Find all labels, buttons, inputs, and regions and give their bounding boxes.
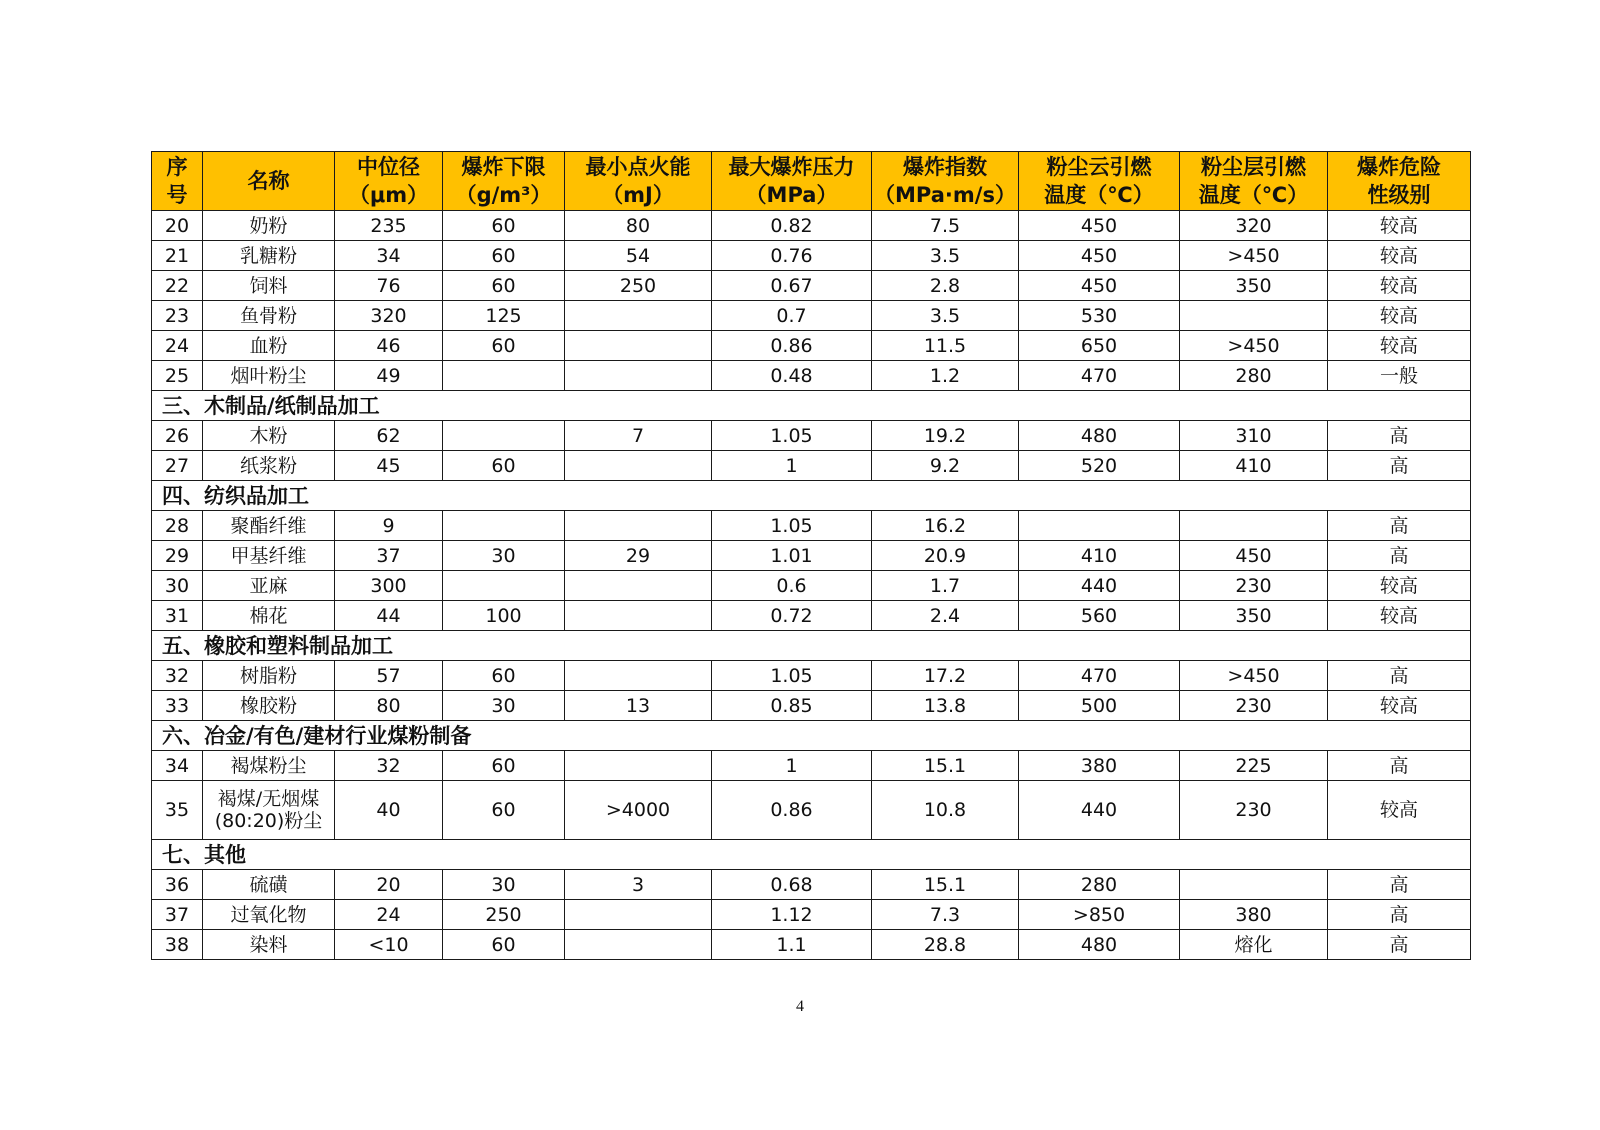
header-row bbox=[152, 152, 1471, 211]
cell-lower-explosion-limit bbox=[443, 361, 565, 391]
cell-hazard-level: 高 bbox=[1328, 930, 1471, 960]
cell-hazard-level: 高 bbox=[1328, 661, 1471, 691]
cell-min-ignition-energy: 29 bbox=[565, 541, 712, 571]
table-row bbox=[152, 930, 1471, 960]
column-header-line: 粉尘云引燃 bbox=[1046, 155, 1152, 179]
cell-hazard-level: 一般 bbox=[1328, 361, 1471, 391]
cell-dust-cloud-ignition-temp: >850 bbox=[1019, 900, 1180, 930]
cell-serial-number: 33 bbox=[152, 691, 203, 721]
cell-serial-number: 28 bbox=[152, 511, 203, 541]
cell-explosion-index: 11.5 bbox=[872, 331, 1019, 361]
table-body bbox=[152, 211, 1471, 960]
table-row bbox=[152, 421, 1471, 451]
column-header-explosion-index bbox=[872, 152, 1019, 211]
section-row bbox=[152, 631, 1471, 661]
cell-explosion-index: 10.8 bbox=[872, 781, 1019, 840]
column-header-dust-layer-ignition-temp bbox=[1180, 152, 1328, 211]
cell-max-explosion-pressure: 0.85 bbox=[712, 691, 872, 721]
cell-min-ignition-energy bbox=[565, 511, 712, 541]
cell-name: 褐煤/无烟煤(80:20)粉尘 bbox=[203, 781, 335, 840]
cell-max-explosion-pressure: 1 bbox=[712, 751, 872, 781]
cell-hazard-level: 高 bbox=[1328, 451, 1471, 481]
table-row bbox=[152, 900, 1471, 930]
cell-min-ignition-energy bbox=[565, 331, 712, 361]
cell-median-diameter: 62 bbox=[335, 421, 443, 451]
cell-dust-layer-ignition-temp bbox=[1180, 870, 1328, 900]
cell-dust-layer-ignition-temp: 410 bbox=[1180, 451, 1328, 481]
cell-lower-explosion-limit: 30 bbox=[443, 691, 565, 721]
cell-min-ignition-energy: 80 bbox=[565, 211, 712, 241]
cell-name: 纸浆粉 bbox=[203, 451, 335, 481]
cell-median-diameter: 46 bbox=[335, 331, 443, 361]
cell-dust-layer-ignition-temp: >450 bbox=[1180, 331, 1328, 361]
cell-max-explosion-pressure: 1.1 bbox=[712, 930, 872, 960]
cell-hazard-level: 较高 bbox=[1328, 601, 1471, 631]
cell-serial-number: 24 bbox=[152, 331, 203, 361]
cell-max-explosion-pressure: 0.7 bbox=[712, 301, 872, 331]
cell-dust-layer-ignition-temp: 350 bbox=[1180, 601, 1328, 631]
cell-median-diameter: 76 bbox=[335, 271, 443, 301]
cell-median-diameter: 80 bbox=[335, 691, 443, 721]
column-header-line: 中位径 bbox=[357, 155, 420, 179]
cell-min-ignition-energy bbox=[565, 301, 712, 331]
cell-explosion-index: 9.2 bbox=[872, 451, 1019, 481]
cell-hazard-level: 高 bbox=[1328, 900, 1471, 930]
cell-hazard-level: 高 bbox=[1328, 511, 1471, 541]
cell-hazard-level: 较高 bbox=[1328, 301, 1471, 331]
column-header-line: （MPa） bbox=[745, 183, 838, 207]
column-header-line: （μm） bbox=[348, 183, 429, 207]
table-header bbox=[152, 152, 1471, 211]
column-header-line: 最大爆炸压力 bbox=[728, 155, 855, 179]
cell-min-ignition-energy: 54 bbox=[565, 241, 712, 271]
cell-median-diameter: 300 bbox=[335, 571, 443, 601]
cell-dust-cloud-ignition-temp: 450 bbox=[1019, 211, 1180, 241]
cell-serial-number: 34 bbox=[152, 751, 203, 781]
cell-explosion-index: 1.7 bbox=[872, 571, 1019, 601]
table-row bbox=[152, 211, 1471, 241]
cell-explosion-index: 7.3 bbox=[872, 900, 1019, 930]
cell-explosion-index: 3.5 bbox=[872, 301, 1019, 331]
cell-name: 木粉 bbox=[203, 421, 335, 451]
cell-max-explosion-pressure: 0.76 bbox=[712, 241, 872, 271]
cell-min-ignition-energy: 250 bbox=[565, 271, 712, 301]
cell-lower-explosion-limit bbox=[443, 571, 565, 601]
cell-hazard-level: 较高 bbox=[1328, 271, 1471, 301]
column-header-line: （g/m³） bbox=[455, 183, 552, 207]
table-row bbox=[152, 691, 1471, 721]
cell-dust-cloud-ignition-temp: 440 bbox=[1019, 571, 1180, 601]
cell-min-ignition-energy bbox=[565, 451, 712, 481]
cell-median-diameter: 34 bbox=[335, 241, 443, 271]
cell-lower-explosion-limit: 60 bbox=[443, 241, 565, 271]
section-row bbox=[152, 840, 1471, 870]
section-heading: 三、木制品/纸制品加工 bbox=[152, 391, 1471, 421]
cell-name: 树脂粉 bbox=[203, 661, 335, 691]
section-heading: 六、冶金/有色/建材行业煤粉制备 bbox=[152, 721, 1471, 751]
cell-serial-number: 37 bbox=[152, 900, 203, 930]
column-header-line: 性级别 bbox=[1367, 183, 1431, 207]
cell-lower-explosion-limit bbox=[443, 421, 565, 451]
cell-lower-explosion-limit bbox=[443, 511, 565, 541]
cell-dust-cloud-ignition-temp: 650 bbox=[1019, 331, 1180, 361]
cell-explosion-index: 28.8 bbox=[872, 930, 1019, 960]
cell-median-diameter: 235 bbox=[335, 211, 443, 241]
cell-hazard-level: 较高 bbox=[1328, 331, 1471, 361]
cell-max-explosion-pressure: 1.12 bbox=[712, 900, 872, 930]
cell-dust-layer-ignition-temp: 310 bbox=[1180, 421, 1328, 451]
cell-dust-cloud-ignition-temp: 440 bbox=[1019, 781, 1180, 840]
cell-lower-explosion-limit: 60 bbox=[443, 781, 565, 840]
cell-dust-layer-ignition-temp: >450 bbox=[1180, 661, 1328, 691]
cell-name: 血粉 bbox=[203, 331, 335, 361]
cell-dust-cloud-ignition-temp: 470 bbox=[1019, 361, 1180, 391]
cell-serial-number: 31 bbox=[152, 601, 203, 631]
table-row bbox=[152, 781, 1471, 840]
cell-dust-layer-ignition-temp: 280 bbox=[1180, 361, 1328, 391]
cell-name: 乳糖粉 bbox=[203, 241, 335, 271]
table-row bbox=[152, 271, 1471, 301]
section-heading: 五、橡胶和塑料制品加工 bbox=[152, 631, 1471, 661]
table-row bbox=[152, 601, 1471, 631]
cell-name: 奶粉 bbox=[203, 211, 335, 241]
cell-min-ignition-energy bbox=[565, 361, 712, 391]
cell-min-ignition-energy: 3 bbox=[565, 870, 712, 900]
cell-explosion-index: 16.2 bbox=[872, 511, 1019, 541]
cell-max-explosion-pressure: 0.86 bbox=[712, 781, 872, 840]
cell-name: 过氧化物 bbox=[203, 900, 335, 930]
cell-dust-layer-ignition-temp: 230 bbox=[1180, 781, 1328, 840]
cell-lower-explosion-limit: 60 bbox=[443, 751, 565, 781]
cell-max-explosion-pressure: 0.86 bbox=[712, 331, 872, 361]
cell-serial-number: 35 bbox=[152, 781, 203, 840]
cell-dust-layer-ignition-temp: 熔化 bbox=[1180, 930, 1328, 960]
cell-name: 聚酯纤维 bbox=[203, 511, 335, 541]
cell-name: 橡胶粉 bbox=[203, 691, 335, 721]
cell-name: 甲基纤维 bbox=[203, 541, 335, 571]
cell-dust-cloud-ignition-temp: 470 bbox=[1019, 661, 1180, 691]
cell-max-explosion-pressure: 1.05 bbox=[712, 661, 872, 691]
column-header-max-explosion-pressure bbox=[712, 152, 872, 211]
cell-min-ignition-energy bbox=[565, 661, 712, 691]
cell-min-ignition-energy: >4000 bbox=[565, 781, 712, 840]
cell-lower-explosion-limit: 60 bbox=[443, 451, 565, 481]
cell-lower-explosion-limit: 60 bbox=[443, 331, 565, 361]
column-header-name bbox=[203, 152, 335, 211]
cell-max-explosion-pressure: 1.05 bbox=[712, 421, 872, 451]
column-header-line: 最小点火能 bbox=[585, 155, 691, 179]
cell-serial-number: 25 bbox=[152, 361, 203, 391]
table-row bbox=[152, 870, 1471, 900]
section-heading: 七、其他 bbox=[152, 840, 1471, 870]
cell-serial-number: 32 bbox=[152, 661, 203, 691]
cell-name: 烟叶粉尘 bbox=[203, 361, 335, 391]
cell-dust-cloud-ignition-temp: 450 bbox=[1019, 271, 1180, 301]
cell-dust-cloud-ignition-temp: 280 bbox=[1019, 870, 1180, 900]
table-row bbox=[152, 451, 1471, 481]
cell-lower-explosion-limit: 60 bbox=[443, 661, 565, 691]
cell-dust-layer-ignition-temp: >450 bbox=[1180, 241, 1328, 271]
cell-serial-number: 27 bbox=[152, 451, 203, 481]
table-row bbox=[152, 541, 1471, 571]
cell-min-ignition-energy bbox=[565, 900, 712, 930]
cell-hazard-level: 较高 bbox=[1328, 781, 1471, 840]
cell-max-explosion-pressure: 0.82 bbox=[712, 211, 872, 241]
cell-median-diameter: 45 bbox=[335, 451, 443, 481]
cell-explosion-index: 20.9 bbox=[872, 541, 1019, 571]
cell-lower-explosion-limit: 60 bbox=[443, 271, 565, 301]
column-header-line: 温度（℃） bbox=[1044, 183, 1154, 207]
cell-max-explosion-pressure: 1.01 bbox=[712, 541, 872, 571]
cell-median-diameter: 9 bbox=[335, 511, 443, 541]
column-header-line: 名称 bbox=[247, 169, 290, 193]
cell-name: 染料 bbox=[203, 930, 335, 960]
cell-serial-number: 23 bbox=[152, 301, 203, 331]
column-header-lower-explosion-limit bbox=[443, 152, 565, 211]
cell-dust-layer-ignition-temp: 320 bbox=[1180, 211, 1328, 241]
column-header-line: （MPa·m/s） bbox=[874, 183, 1016, 207]
section-heading: 四、纺织品加工 bbox=[152, 481, 1471, 511]
table-row bbox=[152, 331, 1471, 361]
cell-dust-layer-ignition-temp bbox=[1180, 511, 1328, 541]
table-row bbox=[152, 241, 1471, 271]
column-header-line: 爆炸指数 bbox=[903, 155, 987, 179]
table-row bbox=[152, 661, 1471, 691]
table-row bbox=[152, 301, 1471, 331]
cell-max-explosion-pressure: 0.6 bbox=[712, 571, 872, 601]
cell-dust-layer-ignition-temp: 225 bbox=[1180, 751, 1328, 781]
column-header-line: 粉尘层引燃 bbox=[1201, 155, 1306, 179]
cell-hazard-level: 较高 bbox=[1328, 691, 1471, 721]
cell-explosion-index: 13.8 bbox=[872, 691, 1019, 721]
cell-min-ignition-energy: 13 bbox=[565, 691, 712, 721]
cell-serial-number: 26 bbox=[152, 421, 203, 451]
cell-median-diameter: <10 bbox=[335, 930, 443, 960]
cell-max-explosion-pressure: 0.68 bbox=[712, 870, 872, 900]
column-header-serial-number bbox=[152, 152, 203, 211]
cell-dust-cloud-ignition-temp: 410 bbox=[1019, 541, 1180, 571]
cell-max-explosion-pressure: 0.72 bbox=[712, 601, 872, 631]
cell-explosion-index: 7.5 bbox=[872, 211, 1019, 241]
section-row bbox=[152, 721, 1471, 751]
cell-explosion-index: 3.5 bbox=[872, 241, 1019, 271]
cell-lower-explosion-limit: 30 bbox=[443, 541, 565, 571]
cell-explosion-index: 15.1 bbox=[872, 751, 1019, 781]
cell-max-explosion-pressure: 1.05 bbox=[712, 511, 872, 541]
cell-dust-cloud-ignition-temp bbox=[1019, 511, 1180, 541]
cell-median-diameter: 57 bbox=[335, 661, 443, 691]
cell-min-ignition-energy: 7 bbox=[565, 421, 712, 451]
cell-median-diameter: 20 bbox=[335, 870, 443, 900]
cell-name: 棉花 bbox=[203, 601, 335, 631]
cell-max-explosion-pressure: 0.48 bbox=[712, 361, 872, 391]
cell-dust-layer-ignition-temp: 230 bbox=[1180, 691, 1328, 721]
cell-min-ignition-energy bbox=[565, 930, 712, 960]
cell-dust-cloud-ignition-temp: 380 bbox=[1019, 751, 1180, 781]
cell-hazard-level: 较高 bbox=[1328, 571, 1471, 601]
cell-median-diameter: 49 bbox=[335, 361, 443, 391]
column-header-min-ignition-energy bbox=[565, 152, 712, 211]
cell-median-diameter: 320 bbox=[335, 301, 443, 331]
column-header-line: 序 bbox=[166, 155, 188, 179]
cell-dust-layer-ignition-temp: 350 bbox=[1180, 271, 1328, 301]
cell-median-diameter: 44 bbox=[335, 601, 443, 631]
column-header-line: 号 bbox=[166, 183, 188, 207]
cell-dust-layer-ignition-temp: 450 bbox=[1180, 541, 1328, 571]
cell-serial-number: 30 bbox=[152, 571, 203, 601]
cell-min-ignition-energy bbox=[565, 601, 712, 631]
cell-name: 亚麻 bbox=[203, 571, 335, 601]
cell-min-ignition-energy bbox=[565, 571, 712, 601]
table-row bbox=[152, 361, 1471, 391]
column-header-hazard-level bbox=[1328, 152, 1471, 211]
cell-serial-number: 29 bbox=[152, 541, 203, 571]
cell-dust-layer-ignition-temp bbox=[1180, 301, 1328, 331]
column-header-line: 爆炸危险 bbox=[1357, 155, 1441, 179]
cell-dust-cloud-ignition-temp: 480 bbox=[1019, 930, 1180, 960]
cell-serial-number: 20 bbox=[152, 211, 203, 241]
cell-lower-explosion-limit: 30 bbox=[443, 870, 565, 900]
cell-hazard-level: 高 bbox=[1328, 751, 1471, 781]
cell-lower-explosion-limit: 250 bbox=[443, 900, 565, 930]
cell-dust-cloud-ignition-temp: 560 bbox=[1019, 601, 1180, 631]
cell-dust-cloud-ignition-temp: 500 bbox=[1019, 691, 1180, 721]
cell-hazard-level: 高 bbox=[1328, 421, 1471, 451]
cell-serial-number: 38 bbox=[152, 930, 203, 960]
cell-lower-explosion-limit: 125 bbox=[443, 301, 565, 331]
cell-dust-layer-ignition-temp: 380 bbox=[1180, 900, 1328, 930]
cell-lower-explosion-limit: 60 bbox=[443, 211, 565, 241]
page-number: 4 bbox=[796, 998, 804, 1015]
cell-explosion-index: 17.2 bbox=[872, 661, 1019, 691]
cell-hazard-level: 较高 bbox=[1328, 241, 1471, 271]
cell-explosion-index: 2.4 bbox=[872, 601, 1019, 631]
cell-serial-number: 21 bbox=[152, 241, 203, 271]
cell-max-explosion-pressure: 0.67 bbox=[712, 271, 872, 301]
cell-hazard-level: 高 bbox=[1328, 541, 1471, 571]
cell-median-diameter: 24 bbox=[335, 900, 443, 930]
cell-lower-explosion-limit: 60 bbox=[443, 930, 565, 960]
cell-hazard-level: 较高 bbox=[1328, 211, 1471, 241]
cell-min-ignition-energy bbox=[565, 751, 712, 781]
column-header-line: 温度（℃） bbox=[1198, 183, 1309, 207]
cell-dust-layer-ignition-temp: 230 bbox=[1180, 571, 1328, 601]
section-row bbox=[152, 481, 1471, 511]
cell-name: 饲料 bbox=[203, 271, 335, 301]
cell-median-diameter: 40 bbox=[335, 781, 443, 840]
cell-dust-cloud-ignition-temp: 450 bbox=[1019, 241, 1180, 271]
cell-median-diameter: 37 bbox=[335, 541, 443, 571]
table-row bbox=[152, 511, 1471, 541]
cell-serial-number: 36 bbox=[152, 870, 203, 900]
cell-name: 褐煤粉尘 bbox=[203, 751, 335, 781]
cell-max-explosion-pressure: 1 bbox=[712, 451, 872, 481]
table-row bbox=[152, 571, 1471, 601]
cell-median-diameter: 32 bbox=[335, 751, 443, 781]
cell-serial-number: 22 bbox=[152, 271, 203, 301]
cell-dust-cloud-ignition-temp: 530 bbox=[1019, 301, 1180, 331]
cell-dust-cloud-ignition-temp: 480 bbox=[1019, 421, 1180, 451]
cell-name: 硫磺 bbox=[203, 870, 335, 900]
column-header-median-diameter bbox=[335, 152, 443, 211]
dust-explosion-table bbox=[151, 151, 1471, 960]
section-row bbox=[152, 391, 1471, 421]
column-header-line: 爆炸下限 bbox=[461, 155, 546, 179]
cell-explosion-index: 2.8 bbox=[872, 271, 1019, 301]
cell-lower-explosion-limit: 100 bbox=[443, 601, 565, 631]
cell-hazard-level: 高 bbox=[1328, 870, 1471, 900]
cell-explosion-index: 19.2 bbox=[872, 421, 1019, 451]
cell-explosion-index: 1.2 bbox=[872, 361, 1019, 391]
table-row bbox=[152, 751, 1471, 781]
column-header-line: （mJ） bbox=[602, 183, 674, 207]
column-header-dust-cloud-ignition-temp bbox=[1019, 152, 1180, 211]
cell-dust-cloud-ignition-temp: 520 bbox=[1019, 451, 1180, 481]
cell-explosion-index: 15.1 bbox=[872, 870, 1019, 900]
cell-name: 鱼骨粉 bbox=[203, 301, 335, 331]
